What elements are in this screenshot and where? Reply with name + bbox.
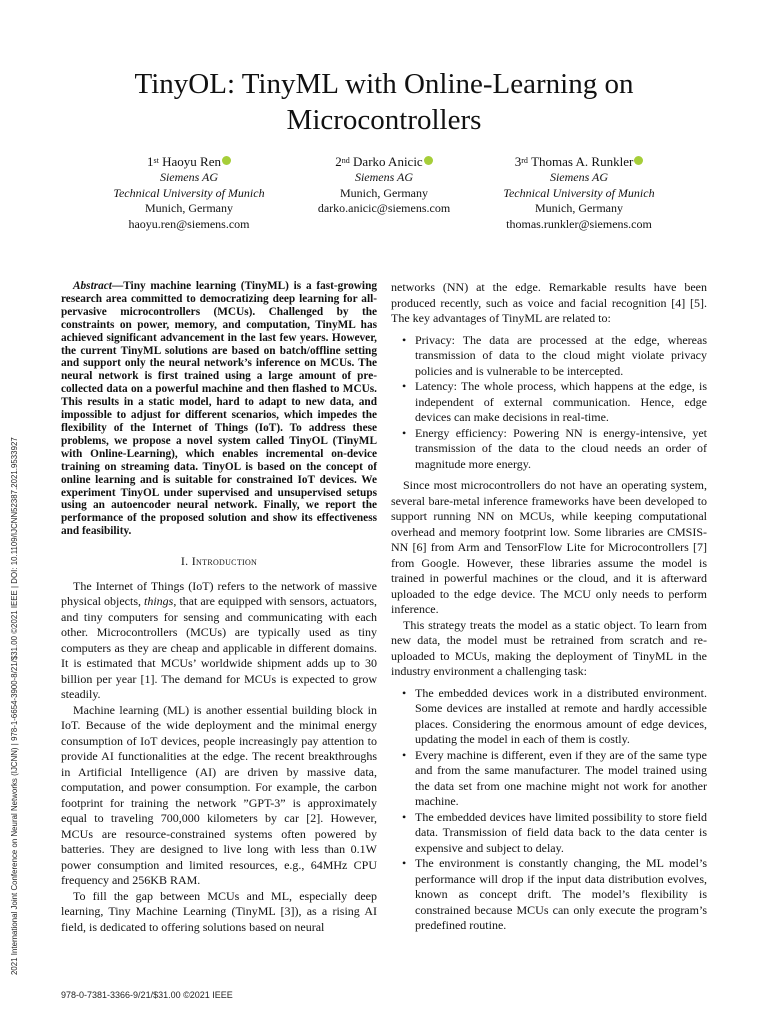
- right-paragraph-1: networks (NN) at the edge. Remarkable results have been produced recently, such as voice and facial recognition [4] [5]. The key advantages of TinyML are related to:: [391, 280, 707, 325]
- author-3-location: Munich, Germany: [535, 201, 623, 216]
- challenges-list: [391, 686, 707, 934]
- author-1-name: Haoyu Ren: [162, 154, 221, 169]
- author-1-affiliation-2: Technical University of Munich: [113, 185, 265, 200]
- abstract: [61, 280, 377, 538]
- publication-side-strip: 2021 International Joint Conference on Neural Networks (IJCNN) | 978-1-6654-3900-8/21/$31.00 ©2021 IEEE | DOI: 10.1109/IJCNN52387.2021.9533927: [10, 437, 19, 975]
- paper-title: [60, 66, 708, 138]
- author-3-affiliation-2: Technical University of Munich: [503, 185, 655, 200]
- author-2-ordinal-suffix: nd: [341, 156, 350, 165]
- author-2-ordinal: 2: [335, 154, 342, 169]
- list-item: • Privacy: The data are processed at the edge, whereas transmission of data to the cloud might violate privacy policies and is vulnerable to be intercepted.: [391, 333, 707, 380]
- list-item: • The embedded devices have limited possibility to store field data. Transmission of field data back to the data center is expensive and subject to delay.: [391, 810, 707, 857]
- intro-paragraph-2: Machine learning (ML) is another essential building block in IoT. Because of the wide deployment and the minimal energy consumption of IoT devices, people increasingly pay attention to provide AI functionalities at the edge. The recent breakthroughs in Artificial Intelligence (AI) are driven by massive data, computation, and power consumption. For example, the carbon footprint for training the network ”GPT-3” is approximately equal to traveling 700,000 kilometers by car [2]. However, MCUs are resource-constrained systems often powered by batteries. They are designed to live long with less than 0.1W power consumption and limited resources, e.g., 64MHz CPU frequency and 256KB RAM.: [61, 702, 377, 888]
- list-item: • Latency: The whole process, which happens at the edge, is independent of external communication. Hence, edge devices can make decisions in real-time.: [391, 379, 707, 426]
- intro-paragraph-1-emphasis: things: [144, 594, 174, 609]
- orcid-icon[interactable]: [222, 156, 231, 165]
- list-item: • Every machine is different, even if they are of the same type and from the same manufacturer. The model trained using the data set from one machine might not work for another machine.: [391, 748, 707, 810]
- author-2-name: Darko Anicic: [353, 154, 423, 169]
- author-3: [464, 153, 694, 232]
- abstract-text: —Tiny machine learning (TinyML) is a fast-growing research area committed to democratizing deep learning for all-pervasive microcontrollers (MCUs). Challenged by the constraints on power, memory, and computation, TinyML has achieved significant advancement in the last few years. However, the current TinyML solutions are based on batch/offline setting and support only the neural network’s inference on MCUs. The neural network is first trained using a large amount of pre-collected data on a powerful machine and then flashed to MCUs. This results in a static model, hard to adapt to new data, and impossible to adjust for different scenarios, which impedes the flexibility of the Internet of Things (IoT). To address these problems, we propose a novel system called TinyOL (TinyML with Online-Learning), which enables incremental on-device training on streaming data. TinyOL is based on the concept of online learning and is suitable for constrained IoT devices. We experiment TinyOL under supervised and unsupervised setups using an autoencoder neural network. Finally, we report the performance of the proposed solution and show its effectiveness and feasibility.: [61, 280, 377, 538]
- author-3-email[interactable]: thomas.runkler@siemens.com: [506, 216, 652, 231]
- author-2-email[interactable]: darko.anicic@siemens.com: [317, 201, 451, 216]
- abstract-label: Abstract: [73, 280, 112, 292]
- author-3-name: Thomas A. Runkler: [531, 154, 634, 169]
- author-2-affiliation: Siemens AG: [354, 170, 414, 184]
- author-2-location: Munich, Germany: [340, 185, 428, 200]
- title-line-2: Microcontrollers: [286, 104, 482, 136]
- copyright-footer: 978-0-7381-3366-9/21/$31.00 ©2021 IEEE: [61, 990, 233, 1000]
- author-1-location: Munich, Germany: [145, 201, 233, 216]
- intro-paragraph-3: To fill the gap between MCUs and ML, especially deep learning, Tiny Machine Learning (TinyML [3]), as a rising AI field, is dedicated to offering solutions based on neural: [61, 888, 377, 934]
- orcid-icon[interactable]: [424, 156, 433, 165]
- intro-paragraph-1-text-cont: , that are equipped with sensors, actuators, and tiny computers for sensing and communicating with each other. Microcontrollers (MCUs) are typically used as tiny computers as they are cheap and applicable in different domains. It is estimated that MCUs’ worldwide shipment adds up to 30 billion per year [1]. The demand for MCUs is expected to grow steadily.: [61, 594, 377, 702]
- left-column: [61, 280, 377, 935]
- intro-paragraph-1: [61, 579, 377, 703]
- right-paragraph-2: Since most microcontrollers do not have an operating system, several bare-metal inference frameworks have been developed to support running NN on MCUs, while keeping computational overhead and memory footprint low. Some libraries are CMSIS-NN [6] from Arm and TensorFlow Lite for Microcontrollers [7] from Google. However, these libraries assume the model is trained in powerful machines or the cloud, and it is afterward uploaded to the edge device. The MCU only needs to perform inference.: [391, 478, 707, 616]
- orcid-icon[interactable]: [634, 156, 643, 165]
- list-item: • The embedded devices work in a distributed environment. Some devices are installed at remote and hardly accessible places. Considering the enormous amount of edge devices, updating the model in each of them is costly.: [391, 686, 707, 748]
- author-1-ordinal: 1: [147, 154, 154, 169]
- author-3-affiliation: Siemens AG: [549, 170, 609, 184]
- right-paragraph-3: This strategy treats the model as a static object. To learn from new data, the model must be retrained from scratch and re-uploaded to MCUs, making the deployment of TinyML in the industry environment a challenging task:: [391, 617, 707, 678]
- advantages-list: [391, 333, 707, 473]
- list-item: • Energy efficiency: Powering NN is energy-intensive, yet transmission of the data to the cloud needs an order of magnitude more energy.: [391, 426, 707, 473]
- list-item: • The environment is constantly changing, the ML model’s performance will drop if the input data distribution evolves, known as concept drift. The model’s flexibility is constrained because MCUs can only execute the program’s predefined routine.: [391, 856, 707, 934]
- author-3-ordinal: 3: [514, 154, 522, 169]
- intro-paragraph-1-text: The Internet of Things (IoT) refers to the network of massive physical objects,: [61, 578, 377, 609]
- author-1-affiliation: Siemens AG: [159, 170, 219, 184]
- section-heading-introduction: I. Introduction: [180, 554, 258, 569]
- title-line-1: TinyOL: TinyML with Online-Learning on: [134, 68, 634, 100]
- author-3-ordinal-suffix: rd: [521, 156, 528, 165]
- right-column: [391, 280, 707, 934]
- author-1-email[interactable]: haoyu.ren@siemens.com: [128, 216, 250, 231]
- author-1-ordinal-suffix: st: [153, 156, 159, 165]
